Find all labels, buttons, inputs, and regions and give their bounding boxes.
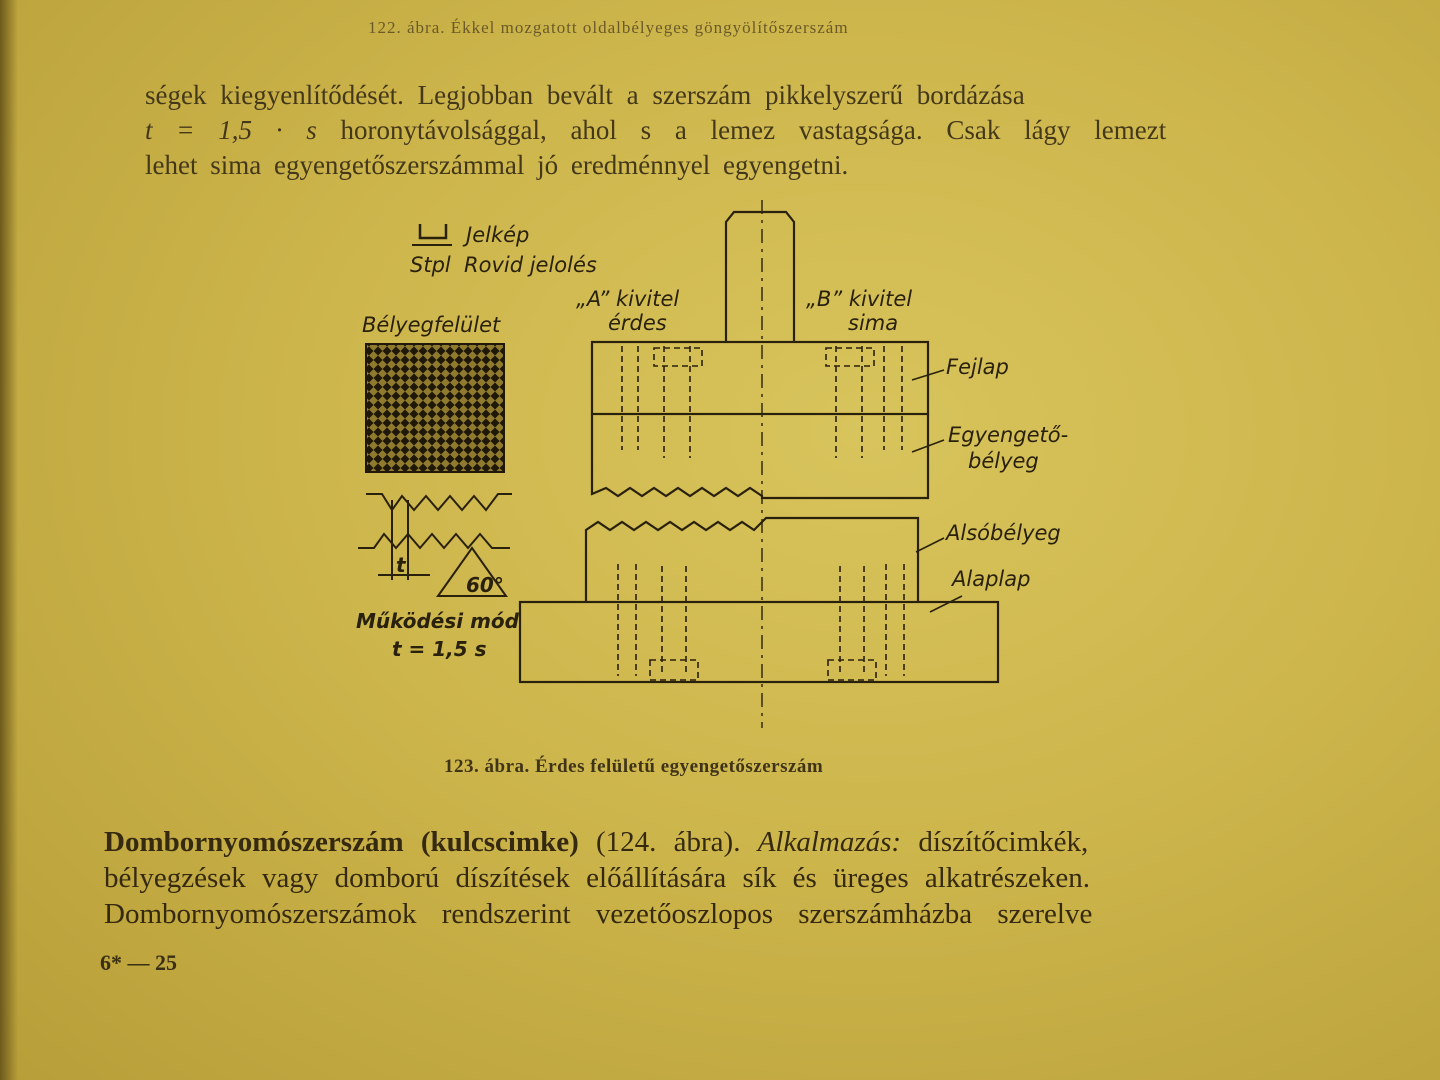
figure-caption: 123. ábra. Érdes felületű egyengetőszerszám — [444, 756, 824, 777]
section-paragraph — [104, 824, 1092, 932]
variant-a-sublabel: érdes — [608, 311, 667, 335]
angle-label: 60° — [466, 573, 504, 597]
section-line-1 — [104, 824, 1092, 860]
base-plate-label: Alaplap — [952, 567, 1031, 591]
short-label: Rovid jelolés — [464, 253, 597, 277]
intro-line-1: ségek kiegyenlítődését. Legjobban bevált a szerszám pikkelyszerű bordázása — [145, 80, 1025, 110]
section-line-1-rest: díszítőcimkék, — [901, 826, 1089, 858]
upper-die — [592, 414, 928, 498]
section-line-2: bélyegzések vagy domború díszítések előállítására sík és üreges alkatrészeken. — [104, 862, 1090, 894]
die-assembly-drawing — [520, 200, 998, 728]
variant-b-sublabel: sima — [848, 311, 899, 335]
short-code: Stpl — [410, 253, 451, 277]
operation-formula: t = 1,5 s — [392, 637, 487, 661]
symbol-label: Jelkép — [466, 223, 530, 247]
figure-reference: (124. ábra). — [578, 826, 758, 858]
intro-line-3: lehet sima egyengetőszerszámmal jó eredménnyel egyengetni. — [145, 150, 849, 180]
page-number: 6* — 25 — [100, 950, 177, 975]
use-label: Alkalmazás: — [757, 826, 902, 858]
section-line-3: Dombornyomószerszámok rendszerint vezetőoszlopos szerszámházba szerelve — [104, 898, 1093, 930]
section-title: Dombornyomószerszám (kulcscimke) — [104, 826, 579, 858]
upper-die-label-2: bélyeg — [968, 449, 1039, 473]
previous-figure-caption: 122. ábra. Ékkel mozgatott oldalbélyeges göngyölítőszerszám — [368, 18, 849, 37]
operation-label: Működési mód — [356, 609, 519, 633]
knurled-surface-swatch — [366, 344, 504, 472]
upper-die-label: Egyengető- — [948, 423, 1069, 447]
head-plate — [592, 342, 928, 414]
base-plate — [520, 602, 998, 682]
shank — [726, 212, 794, 342]
variant-b-label: „B” kivitel — [806, 287, 913, 311]
symbol-icon — [412, 224, 452, 245]
lower-die-label: Alsóbélyeg — [946, 521, 1061, 545]
pitch-formula: t = 1,5 · s — [145, 115, 317, 145]
pitch-label: t — [396, 553, 406, 577]
intro-line-2-text: horonytávolsággal, ahol s a lemez vastagsága. Csak lágy lemezt — [316, 115, 1167, 145]
variant-a-label: „A” kivitel — [576, 287, 680, 311]
head-plate-label: Fejlap — [946, 355, 1009, 379]
surface-label: Bélyegfelület — [362, 313, 501, 337]
